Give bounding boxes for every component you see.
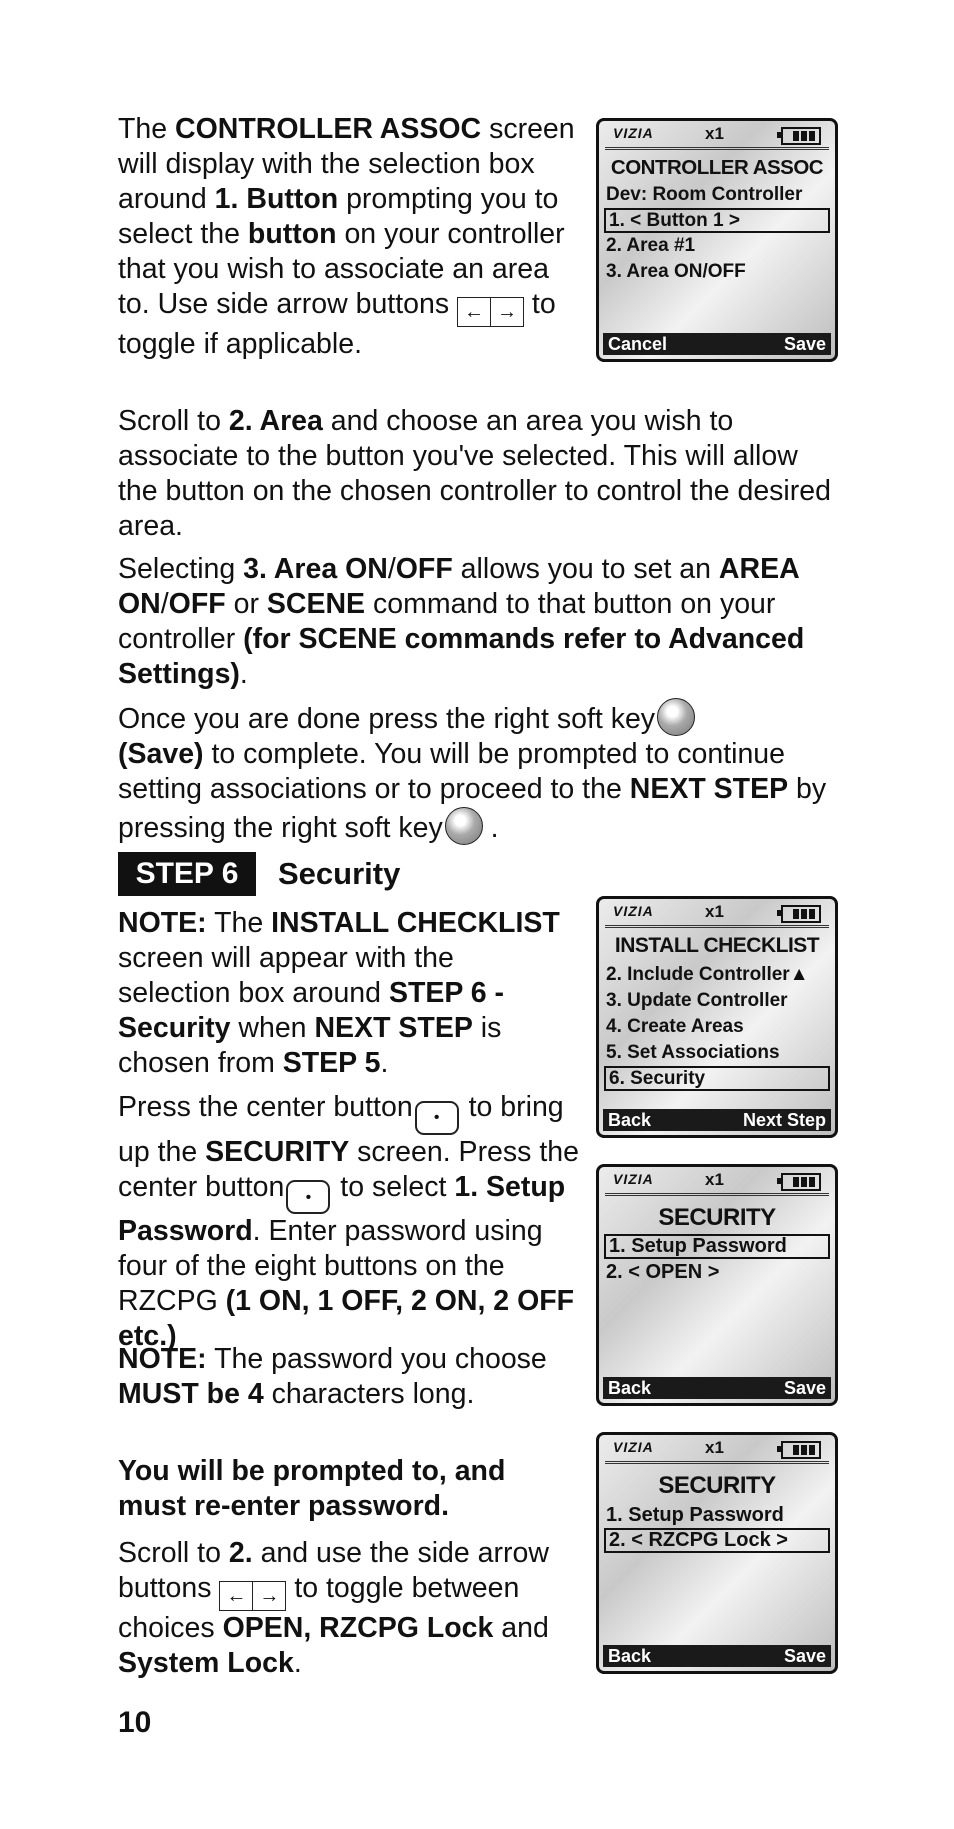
screen-line: Dev: Room Controller — [606, 184, 803, 205]
battery-icon — [781, 905, 821, 923]
install-checklist-screen — [596, 896, 838, 1138]
zoom-indicator: x1 — [705, 902, 724, 921]
security-setup-paragraph: Press the center button • to bring up the SECURITY screen. Press the center button • to select 1. Setup Password. Enter password using four of the eight buttons on the RZCPG (1 ON, 1 OFF, 2 ON, 2 OFF etc.) — [118, 1091, 579, 1352]
left-arrow-icon: ← — [219, 1581, 253, 1611]
status-bar — [605, 1435, 829, 1464]
screen-title: CONTROLLER ASSOC — [610, 156, 824, 179]
battery-icon — [781, 1441, 821, 1459]
screen-line: 2. < OPEN > — [606, 1261, 720, 1283]
right-arrow-icon: → — [253, 1581, 286, 1611]
area-on-off-paragraph: Selecting 3. Area ON/OFF allows you to set an AREA ON/OFF or SCENE command to that button on your controller (for SCENE commands refer to Advanced Settings). — [118, 553, 805, 690]
note-install-checklist: NOTE: The INSTALL CHECKLIST screen will appear with the selection box around STEP 6 - Security when NEXT STEP is chosen from STEP 5. — [118, 907, 560, 1079]
scroll-area-paragraph: Scroll to 2. Area and choose an area you wish to associate to the button you've selected. This will allow the button on the chosen controller to control the desired area. — [118, 405, 831, 542]
screen-line-selected: 2. < RZCPG Lock > — [604, 1528, 830, 1553]
toggle-lock-paragraph: Scroll to 2. and use the side arrow buttons ← → to toggle between choices OPEN, RZCPG Lock and System Lock. — [118, 1537, 549, 1679]
vizia-logo: VIZIA — [613, 1171, 654, 1187]
status-bar — [605, 899, 829, 928]
vizia-logo: VIZIA — [613, 125, 654, 141]
left-soft-label: Back — [608, 1646, 652, 1666]
status-bar — [605, 121, 829, 150]
zoom-indicator: x1 — [705, 124, 724, 143]
screen-line: 3. Area ON/OFF — [606, 261, 746, 282]
screen-line: 4. Create Areas — [606, 1016, 744, 1037]
center-button-icon: • — [415, 1101, 459, 1135]
right-soft-label: Next Step — [742, 1110, 826, 1130]
zoom-indicator: x1 — [705, 1438, 724, 1457]
screen-line: 3. Update Controller — [606, 990, 788, 1011]
center-button-icon: • — [286, 1180, 330, 1214]
battery-icon — [781, 127, 821, 145]
left-soft-label: Cancel — [608, 334, 668, 354]
page-number: 10 — [118, 1706, 152, 1739]
vizia-logo: VIZIA — [613, 903, 654, 919]
controller-assoc-screen — [596, 118, 838, 362]
screen-line: 1. Setup Password — [606, 1504, 784, 1526]
right-soft-key-icon — [445, 807, 483, 845]
soft-key-bar — [603, 333, 831, 355]
side-arrow-buttons-icon — [219, 1581, 286, 1611]
left-soft-label: Back — [608, 1378, 652, 1398]
right-soft-label: Save — [783, 1378, 826, 1398]
side-arrow-buttons-icon — [457, 297, 524, 327]
right-soft-key-icon — [657, 698, 695, 736]
screen-line-selected: 1. < Button 1 > — [604, 208, 830, 233]
note-password-length: NOTE: The password you choose MUST be 4 characters long. — [118, 1343, 547, 1410]
screen-title: SECURITY — [658, 1204, 776, 1231]
step-title: Security — [278, 856, 401, 891]
security-screen-open — [596, 1164, 838, 1406]
screen-title: INSTALL CHECKLIST — [614, 934, 820, 957]
soft-key-bar — [603, 1377, 831, 1399]
vizia-logo: VIZIA — [613, 1439, 654, 1455]
battery-icon — [781, 1173, 821, 1191]
left-arrow-icon: ← — [457, 297, 491, 327]
step-badge: STEP 6 — [118, 852, 256, 896]
screen-line: 5. Set Associations — [606, 1042, 780, 1063]
screen-line: 2. Area #1 — [606, 235, 696, 256]
right-soft-label: Save — [783, 1646, 826, 1666]
screen-line-selected: 1. Setup Password — [604, 1234, 830, 1259]
screen-title: SECURITY — [658, 1472, 776, 1499]
save-paragraph: Once you are done press the right soft key (Save) to complete. You will be prompted to continue setting associations or to proceed to the NEXT STEP by pressing the right soft key . — [118, 698, 838, 846]
screen-line-selected: 6. Security — [604, 1066, 830, 1091]
screen-line: 2. Include Controller▲ — [606, 964, 809, 985]
soft-key-bar — [603, 1109, 831, 1131]
reenter-password-note: You will be prompted to, and must re-enter password. — [118, 1455, 506, 1522]
right-arrow-icon: → — [491, 297, 524, 327]
intro-paragraph: The CONTROLLER ASSOC screen will display with the selection box around 1. Button prompting you to select the button on your controller that you wish to associate an area to. Use side arrow buttons ← → to toggle if applicable. — [118, 113, 575, 360]
status-bar — [605, 1167, 829, 1196]
left-soft-label: Back — [608, 1110, 652, 1130]
right-soft-label: Save — [783, 334, 826, 354]
soft-key-bar — [603, 1645, 831, 1667]
security-screen-rzcpg-lock — [596, 1432, 838, 1674]
zoom-indicator: x1 — [705, 1170, 724, 1189]
